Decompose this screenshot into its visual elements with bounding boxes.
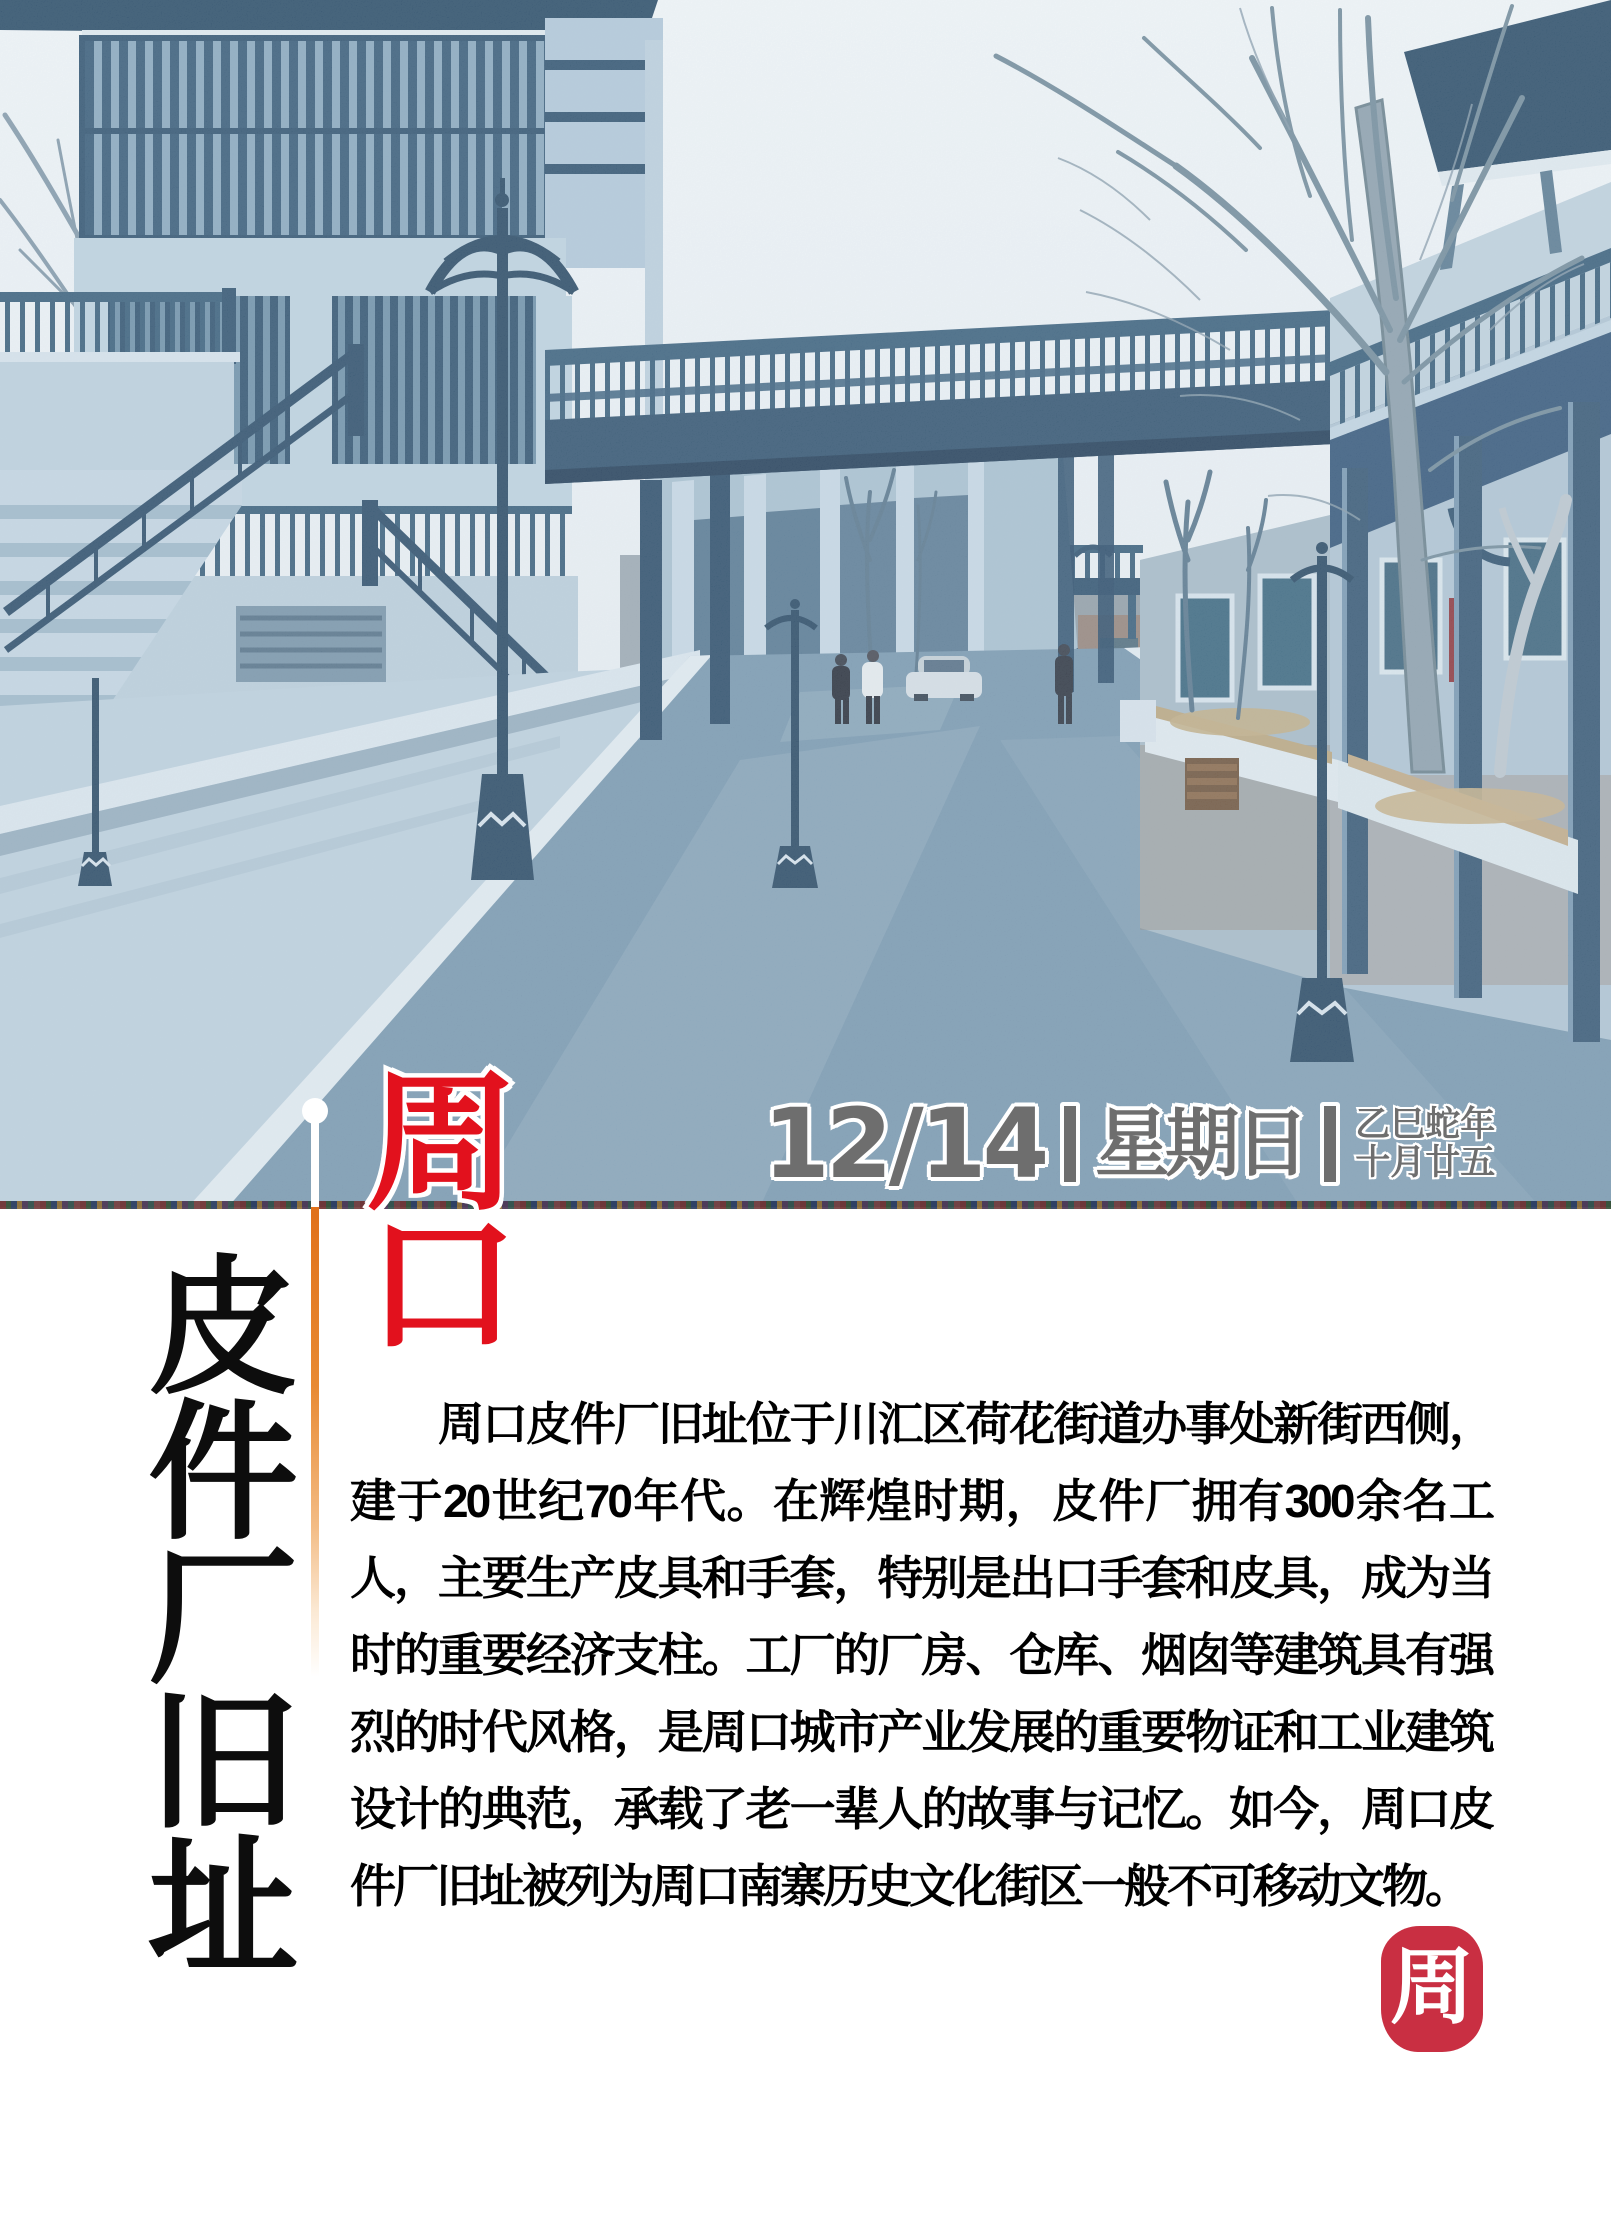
date-block [763, 1088, 1496, 1200]
lunar-day: 十月廿五 [1355, 1143, 1496, 1183]
timeline-stem-orange [311, 1207, 319, 1677]
date-weekday: 星期日 [1095, 1101, 1306, 1187]
lunar-date [1355, 1106, 1495, 1182]
description-paragraph: 周口皮件厂旧址位于川汇区荷花街道办事处新街西侧，建于20世纪70年代。在辉煌时期，皮件厂拥有300余名工人，主要生产皮具和手套，特别是出口手套和皮具，成为当时的重要经济支柱。工厂的厂房、仓库、烟囱等建筑具有强烈的时代风格，是周口城市产业发展的重要物证和工业建筑设计的典范，承载了老一辈人的故事与记忆。如今，周口皮件厂旧址被列为周口南寨历史文化街区一般不可移动文物。 [350, 1398, 1492, 1912]
date-separator-bar [1060, 1102, 1080, 1186]
city-title-vertical: 周口 [344, 1062, 512, 1346]
site-title-vertical: 皮件厂旧址 [125, 1248, 291, 1973]
date-month-day: 12/14 [763, 1088, 1046, 1200]
timeline-stem-white [311, 1120, 319, 1208]
seal-character: 周 [1389, 1942, 1474, 2035]
date-separator-bar [1320, 1102, 1340, 1186]
photo-edge-noise-strip [0, 1201, 1611, 1209]
seal-stamp [1381, 1926, 1483, 2052]
lunar-year: 乙巳蛇年 [1355, 1105, 1496, 1145]
